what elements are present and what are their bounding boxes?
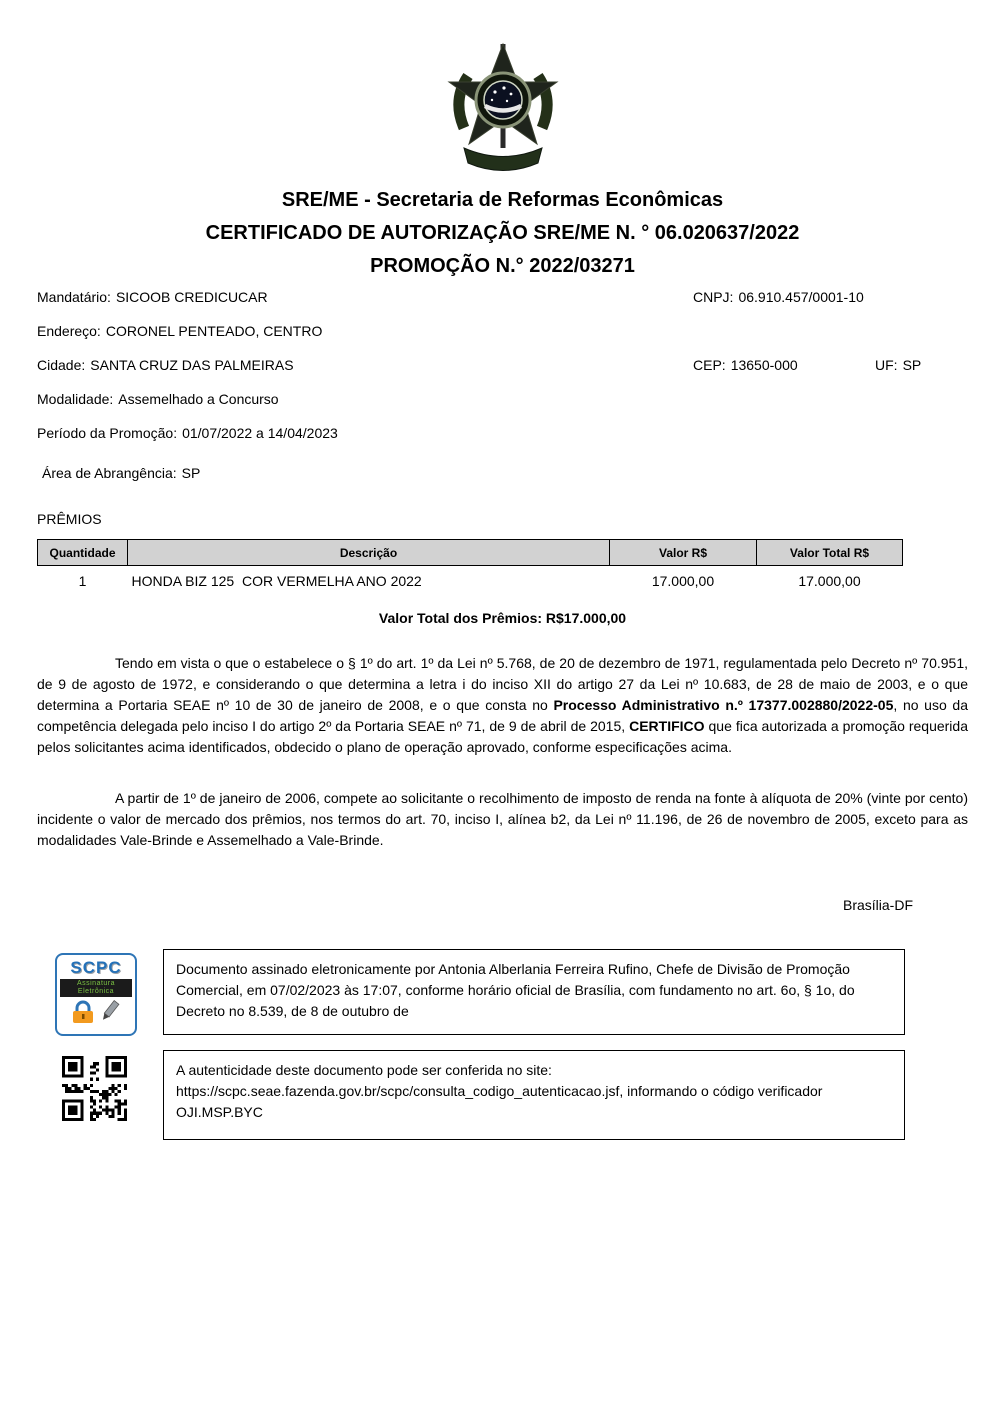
endereco-label: Endereço: — [37, 323, 101, 339]
col-header-valor: Valor R$ — [610, 540, 757, 566]
modalidade-label: Modalidade: — [37, 391, 114, 407]
authenticity-row — [37, 1050, 968, 1140]
cidade-value: SANTA CRUZ DAS PALMEIRAS — [90, 357, 294, 373]
identification-fields — [37, 289, 968, 495]
modalidade-row — [37, 391, 968, 425]
abrangencia-label: Área de Abrangência: — [42, 465, 177, 481]
legal-paragraph-1-part: Tendo em vista o que o estabelece o § 1º do art. 1º da Lei nº 5.768, de 20 de dezembro de 1971, regulamentada pelo Decreto nº 70.951, de 9 de agosto de 1972, e considerando o que determina a letra i do inciso XII do artigo 27 da Lei nº 10.683, de 28 de maio de 2003, e o que determina a Portaria SEAE nº 10 de 30 de janeiro de 2008, e o que consta no — [37, 654, 968, 713]
col-header-valor-total: Valor Total R$ — [757, 540, 903, 566]
legal-paragraph-2: A partir de 1º de janeiro de 2006, compete ao solicitante o recolhimento de imposto de renda na fonte à alíquota de 20% (vinte por cento) incidente o valor de mercado dos prêmios, nos termos do art. 70, inciso I, alínea b2, da Lei nº 11.196, de 26 de novembro de 2005, exceto para as modalidades Vale-Brinde e Assemelhado a Vale-Brinde. — [37, 789, 968, 848]
scpc-logo — [55, 953, 137, 1036]
cell-descricao: HONDA BIZ 125 COR VERMELHA ANO 2022 — [131, 572, 422, 589]
premios-data-row — [38, 566, 903, 596]
legal-paragraph-1-part: que fica autorizada a promoção requerida pelos solicitantes acima identificados, obdecido o plano de operação aprovado, conforme especificações acima. — [37, 717, 968, 755]
cell-valor-total: 17.000,00 — [798, 572, 861, 589]
authenticity-intro-text: A autenticidade deste documento pode ser conferida no site: — [176, 1061, 552, 1078]
scpc-lock-and-pen-icon — [60, 1000, 132, 1029]
cell-quantidade: 1 — [78, 572, 87, 589]
authenticity-url-text: https://scpc.seae.fazenda.gov.br/scpc/consulta_codigo_autenticacao.jsf, informando o código verificador OJI.MSP.BYC — [176, 1082, 823, 1120]
cnpj-value: 06.910.457/0001-10 — [738, 289, 864, 305]
mandatario-row — [37, 289, 968, 323]
abrangencia-value: SP — [181, 465, 201, 481]
premios-table — [37, 539, 903, 596]
uf-value: SP — [902, 357, 922, 373]
premios-section-title: PRÊMIOS — [37, 511, 102, 527]
abrangencia-row — [37, 465, 968, 495]
uf-label: UF: — [875, 357, 898, 373]
premios-total-line: Valor Total dos Prêmios: R$17.000,00 — [378, 609, 627, 626]
scpc-logo-subtitle: Assinatura Eletrônica — [60, 979, 132, 997]
certificate-number-title: CERTIFICADO DE AUTORIZAÇÃO SRE/ME N. ° 06.020637/2022 — [205, 222, 800, 244]
brazil-coat-of-arms-icon — [444, 40, 562, 174]
cnpj-label: CNPJ: — [693, 289, 734, 305]
signature-row — [37, 949, 968, 1036]
location-line: Brasília-DF — [842, 896, 913, 913]
cep-value: 13650-000 — [730, 357, 798, 373]
periodo-label: Período da Promoção: — [37, 425, 178, 441]
mandatario-value: SICOOB CREDICUCAR — [115, 289, 268, 305]
promotion-number-title: PROMOÇÃO N.° 2022/03271 — [370, 255, 635, 277]
electronic-signature-text: Documento assinado eletronicamente por Antonia Alberlania Ferreira Rufino, Chefe de Divisão de Promoção Comercial, em 07/02/2023 às 17:07, conforme horário oficial de Brasília, com fundamento no art. 6o, § 1o, do Decreto no 8.539, de 8 de outubro de — [176, 960, 855, 1019]
periodo-value: 01/07/2022 a 14/04/2023 — [182, 425, 338, 441]
authenticity-box — [163, 1050, 905, 1140]
legal-paragraph-1 — [37, 653, 968, 758]
periodo-row — [37, 425, 968, 459]
mandatario-label: Mandatário: — [37, 289, 111, 305]
org-title: SRE/ME - Secretaria de Reformas Econômicas — [281, 189, 724, 211]
certifico-keyword: CERTIFICO — [629, 717, 705, 734]
cidade-row — [37, 357, 968, 391]
scpc-logo-title: SCPC — [70, 957, 122, 977]
processo-administrativo-number: Processo Administrativo n.º 17377.002880/2022-05 — [553, 696, 894, 713]
endereco-row — [37, 323, 968, 357]
cidade-label: Cidade: — [37, 357, 86, 373]
col-header-quantidade: Quantidade — [38, 540, 128, 566]
endereco-value: CORONEL PENTEADO, CENTRO — [105, 323, 323, 339]
document-titles — [37, 184, 968, 283]
modalidade-value: Assemelhado a Concurso — [118, 391, 279, 407]
cep-label: CEP: — [693, 357, 726, 373]
premios-header-row — [38, 540, 903, 566]
col-header-descricao: Descrição — [128, 540, 610, 566]
qr-code — [62, 1056, 127, 1121]
legal-paragraph-1-part: , no uso da competência delegada pelo inciso I do artigo 2º da Portaria SEAE nº 71, de 9 de abril de 2015, — [37, 696, 969, 734]
electronic-signature-box — [163, 949, 905, 1035]
cell-valor: 17.000,00 — [651, 572, 715, 589]
